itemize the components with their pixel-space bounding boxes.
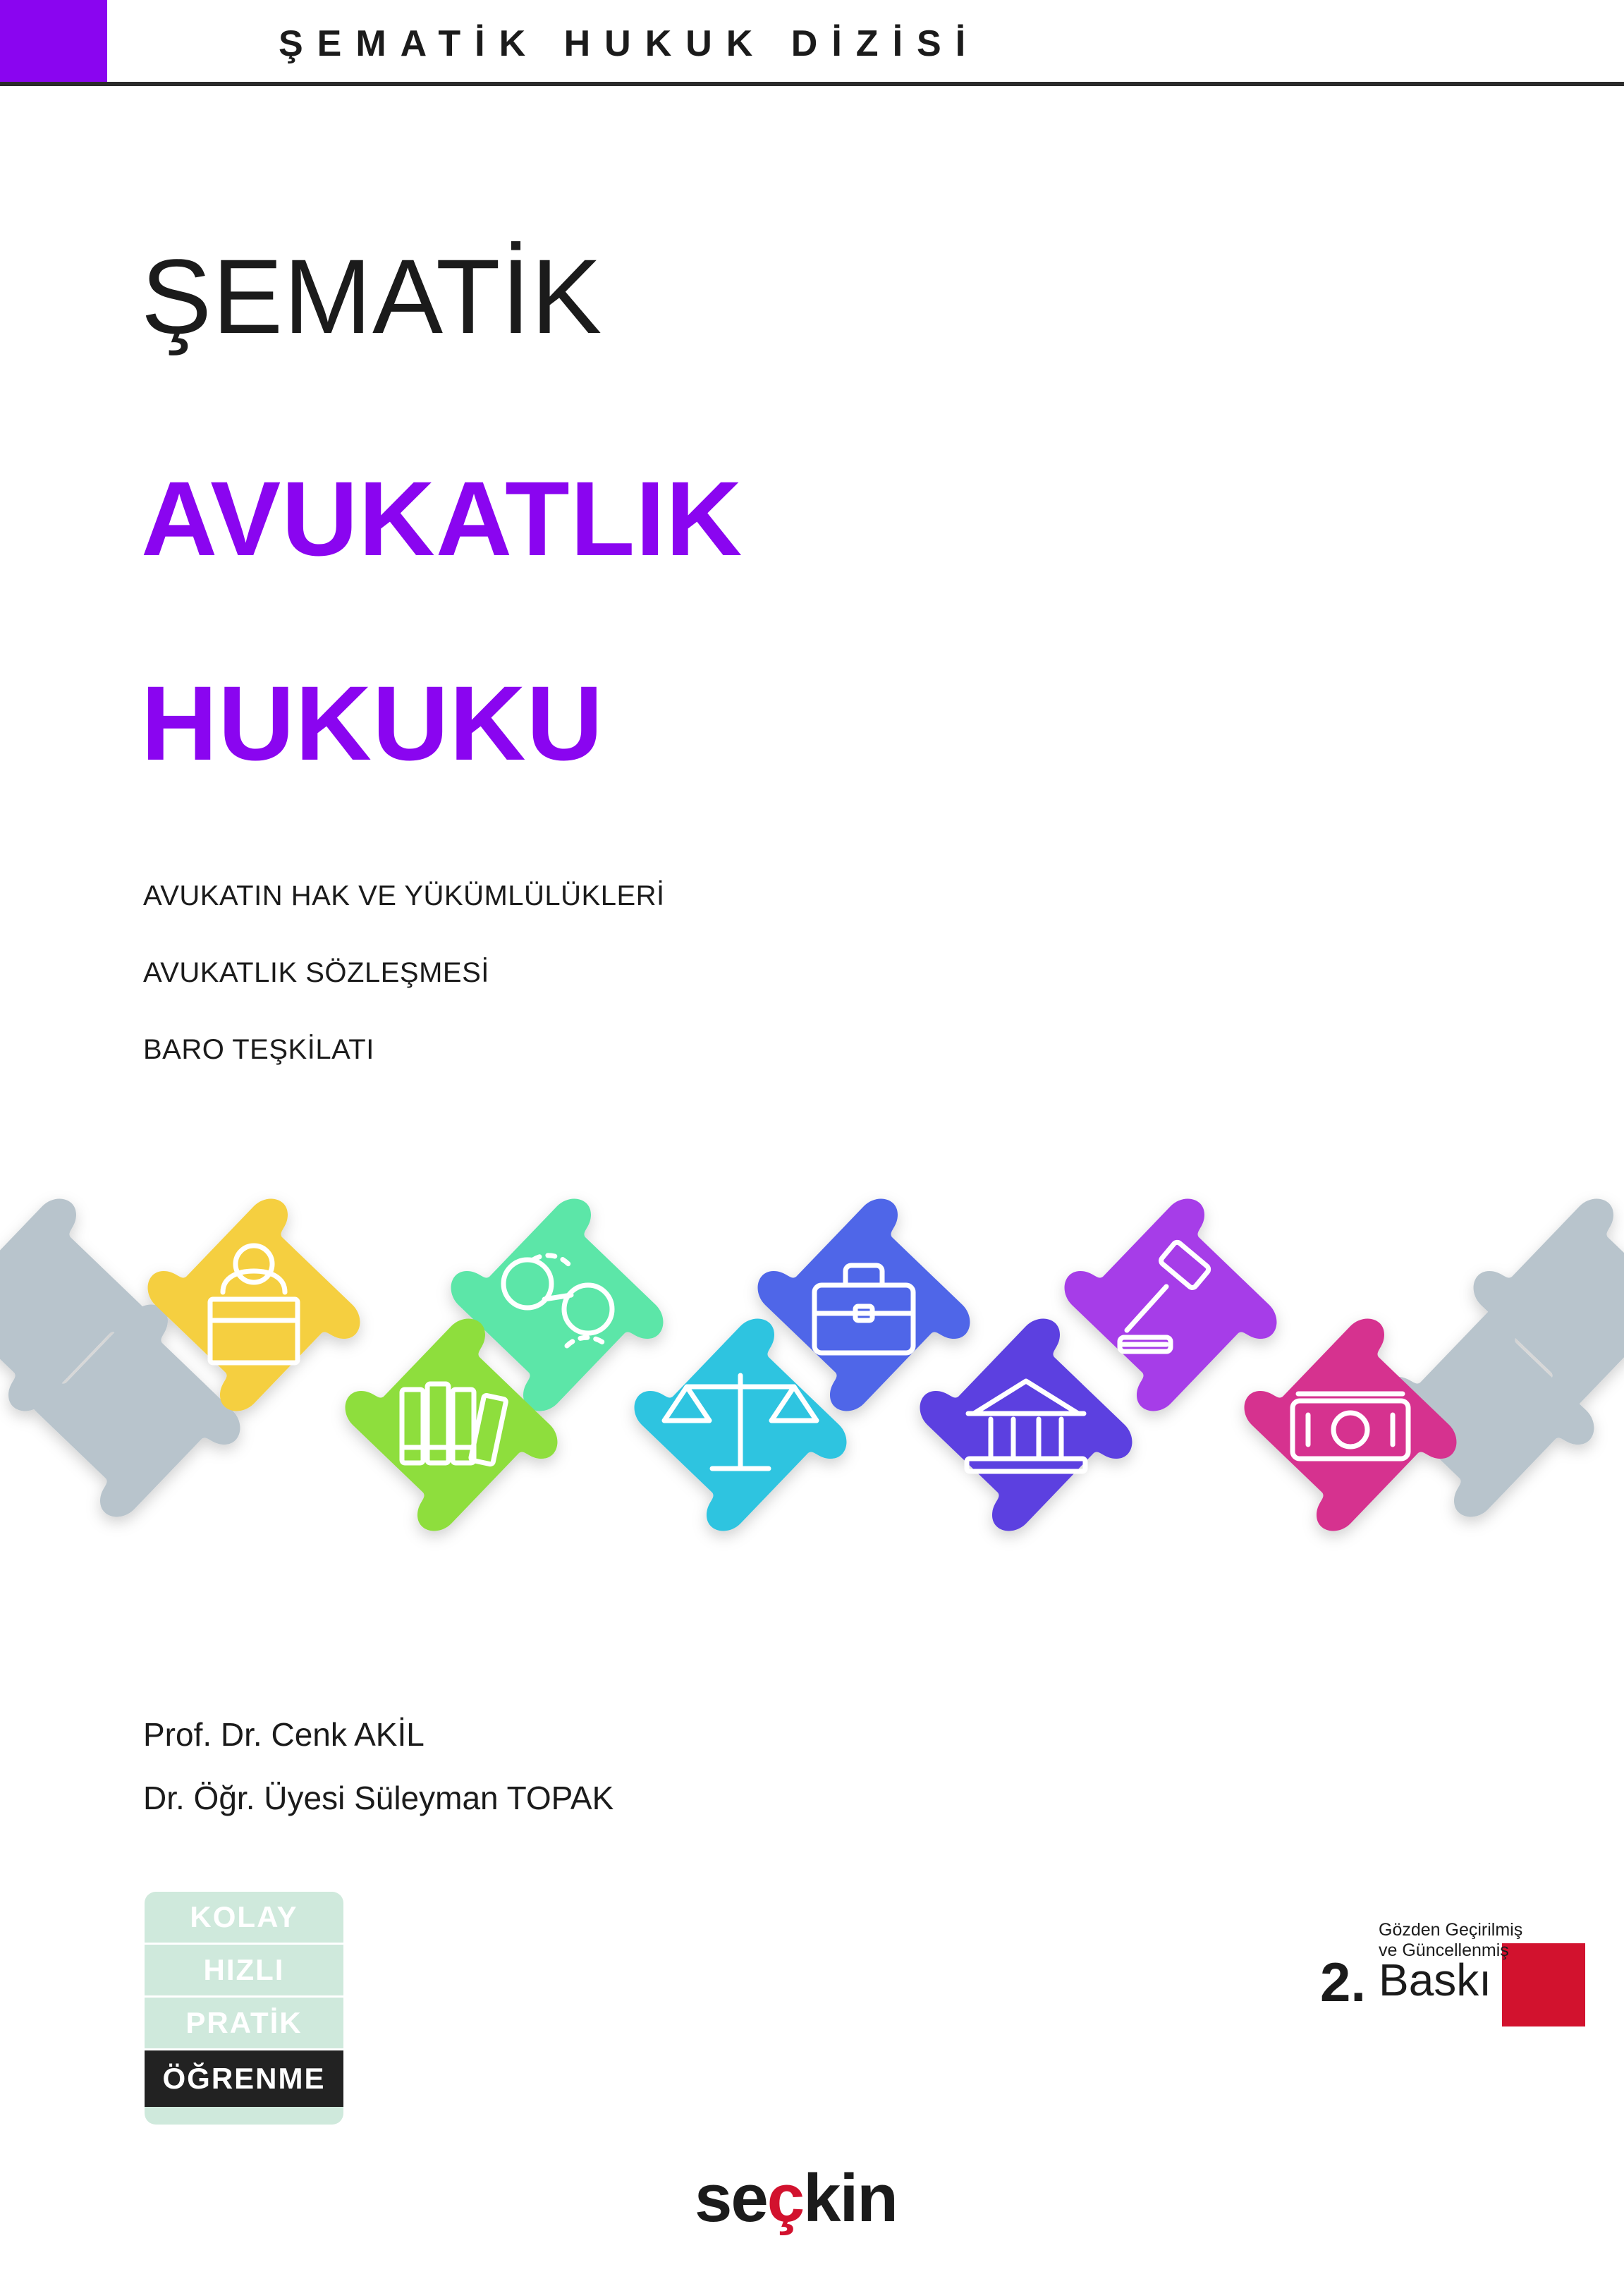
title-line-3: HUKUKU [141, 664, 604, 782]
author-1: Prof. Dr. Cenk AKİL [143, 1716, 425, 1753]
publisher-name-dot: ç [767, 2161, 804, 2236]
publisher-name-end: kin [803, 2161, 897, 2236]
series-bar [0, 0, 1624, 90]
publisher-logo [695, 2160, 897, 2237]
publisher-name-start: se [695, 2161, 767, 2236]
series-divider [0, 82, 1624, 86]
edition-note-line-2: ve Güncellenmiş [1379, 1940, 1509, 1960]
series-accent-block [0, 0, 107, 82]
edition-word: Baskı [1379, 1955, 1492, 2005]
edition-number: 2. [1320, 1951, 1367, 2013]
subtitle-1: AVUKATIN HAK VE YÜKÜMLÜLÜKLERİ [143, 880, 665, 911]
series-title: ŞEMATİK HUKUK DİZİSİ [279, 23, 980, 64]
title-line-1: ŞEMATİK [141, 237, 603, 356]
edition-note [1379, 1920, 1522, 1961]
subtitle-3: BARO TEŞKİLATI [143, 1034, 374, 1065]
badge-item-1: KOLAY [145, 1892, 343, 1945]
author-2: Dr. Öğr. Üyesi Süleyman TOPAK [143, 1780, 614, 1816]
subtitle-2: AVUKATLIK SÖZLEŞMESİ [143, 957, 489, 988]
puzzle-illustration [0, 1129, 1624, 1636]
edition-note-line-1: Gözden Geçirilmiş [1379, 1920, 1523, 1940]
learning-badge [145, 1892, 343, 2125]
badge-item-3: PRATİK [145, 1998, 343, 2050]
badge-highlight: ÖĞRENME [145, 2050, 343, 2107]
title-line-2: AVUKATLIK [141, 459, 743, 578]
badge-item-2: HIZLI [145, 1945, 343, 1998]
